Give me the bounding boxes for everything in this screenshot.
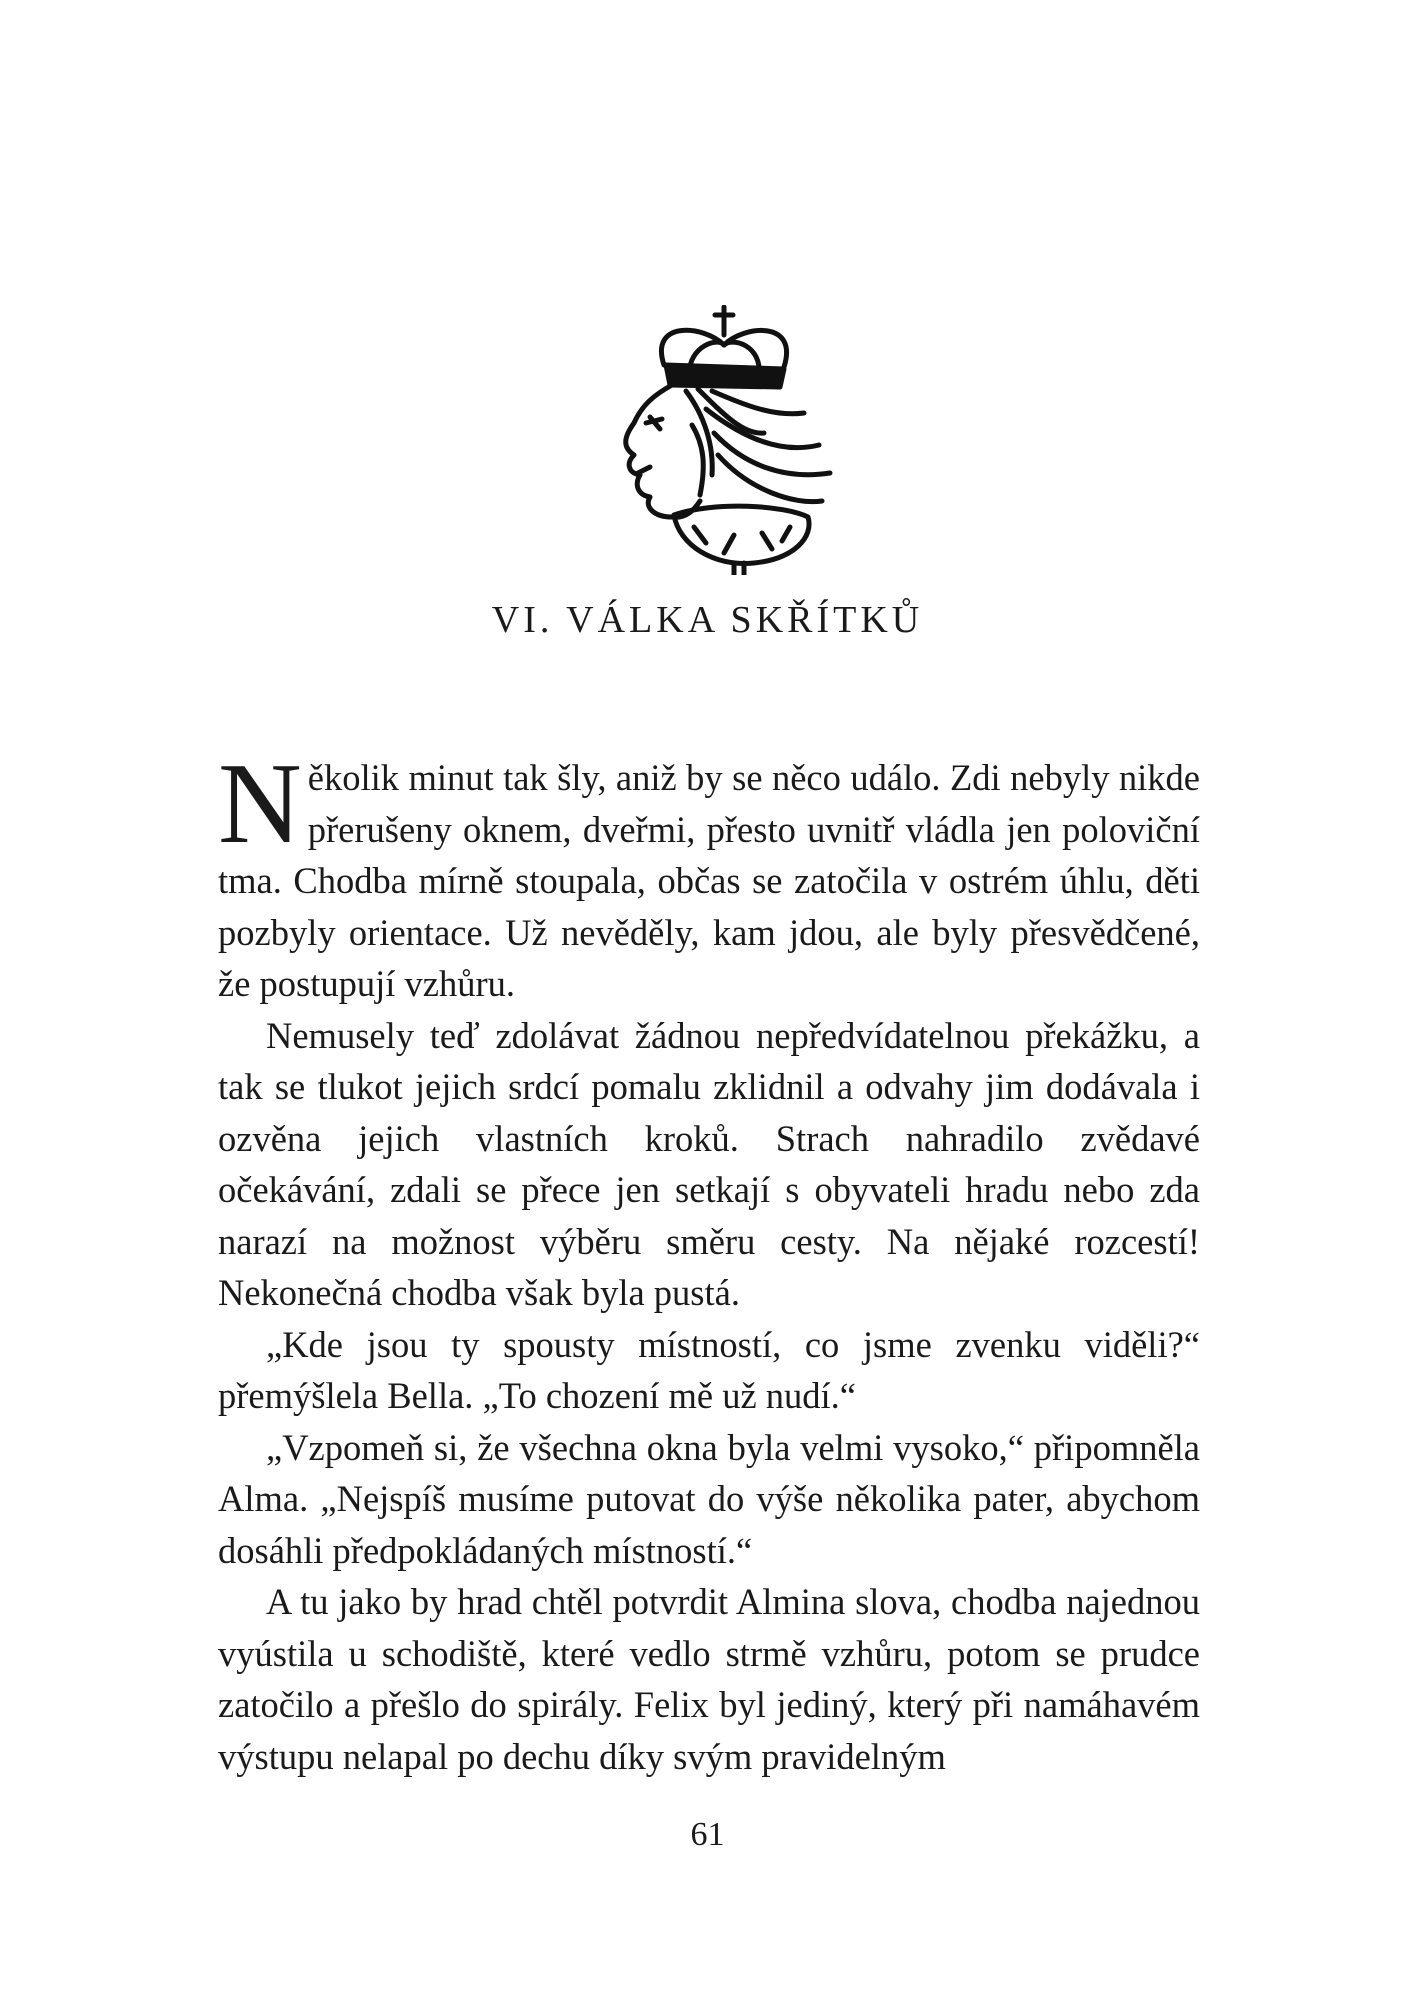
- drop-cap: N: [218, 740, 302, 868]
- paragraph-3: „Kde jsou ty spousty místností, co jsme zvenku viděli?“ přemýšlela Bella. „To chození mě už nudí.“: [218, 1323, 1200, 1416]
- paragraph-5: A tu jako by hrad chtěl potvrdit Almina slova, chodba najednou vyústila u schodiště, které vedlo strmě vzhůru, potom se prudce zatočilo a přešlo do spirály. Felix byl jediný, který při namáhavém výstupu nelapal po dechu díky svým pravidelným: [218, 1581, 1200, 1777]
- crowned-head-illustration-icon: [594, 305, 838, 575]
- paragraph-1-text: ěkolik minut tak šly, aniž by se něco událo. Zdi nebyly nikde přerušeny oknem, dveřmi, přesto uvnitř vládla jen poloviční tma. Chodba mírně stoupala, občas se zatočila v ostrém úhlu, děti pozbyly orientace. Už nevěděly, kam jdou, ale byly přesvědčené, že postupují vzhůru.: [218, 757, 1200, 1004]
- page-number: 61: [690, 1816, 725, 1853]
- paragraph-1: [218, 740, 1200, 1010]
- paragraph-4: „Vzpomeň si, že všechna okna byla velmi vysoko,“ připomněla Alma. „Nejspíš musíme putovat do výše několika pater, abychom dosáhli předpokládaných místností.“: [218, 1426, 1200, 1571]
- body-text: [218, 740, 1200, 1782]
- paragraph-2: Nemusely teď zdolávat žádnou nepředvídatelnou překážku, a tak se tlukot jejich srdcí pomalu zklidnil a odvahy jim dodávala i ozvěna jejich vlastních kroků. Strach nahradilo zvědavé očekávání, zdali se přece jen setkají s obyvateli hradu nebo zda narazí na možnost výběru směru cesty. Na nějaké rozcestí! Nekonečná chodba však byla pustá.: [218, 1014, 1200, 1313]
- chapter-title: VI. VÁLKA SKŘÍTKŮ: [491, 599, 924, 641]
